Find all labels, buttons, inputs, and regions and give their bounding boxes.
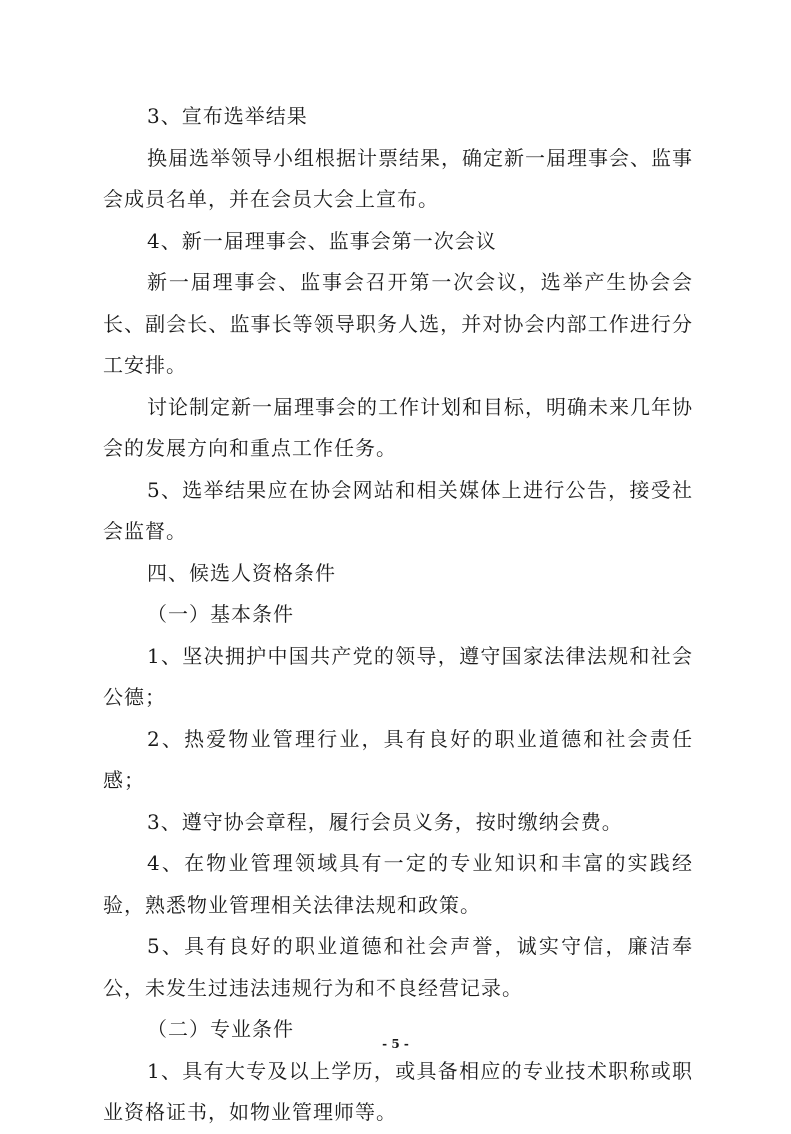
list-item: 2、热爱物业管理行业，具有良好的职业道德和社会责任感； (103, 726, 693, 792)
subsection-heading: （一）基本条件 (147, 602, 294, 626)
list-item: 5、具有良好的职业道德和社会声誉，诚实守信，廉洁奉公，未发生过违法违规行为和不良经营记录。 (103, 934, 693, 1000)
list-item: 3、遵守协会章程，履行会员义务，按时缴纳会费。 (147, 809, 623, 834)
body-paragraph: 讨论制定新一届理事会的工作计划和目标，明确未来几年协会的发展方向和重点工作任务。 (103, 394, 693, 460)
body-paragraph: 新一届理事会、监事会召开第一次会议，选举产生协会会长、副会长、监事长等领导职务人选，并对协会内部工作进行分工安排。 (103, 270, 693, 377)
list-item: 1、具有大专及以上学历，或具备相应的专业技术职称或职业资格证书，如物业管理师等。 (103, 1058, 693, 1124)
list-item: 4、在物业管理领域具有一定的专业知识和丰富的实践经验，熟悉物业管理相关法律法规和政策。 (103, 851, 693, 917)
document-body (103, 96, 693, 1134)
body-paragraph: 换届选举领导小组根据计票结果，确定新一届理事会、监事会成员名单，并在会员大会上宣布。 (103, 145, 693, 211)
chapter-heading: 四、候选人资格条件 (147, 560, 336, 585)
subsection-heading: （二）专业条件 (147, 1017, 294, 1041)
page-number: - 5 - (382, 1037, 409, 1051)
section-heading: 4、新一届理事会、监事会第一次会议 (147, 228, 497, 253)
body-paragraph: 5、选举结果应在协会网站和相关媒体上进行公告，接受社会监督。 (103, 477, 693, 543)
section-heading: 3、宣布选举结果 (147, 104, 308, 128)
list-item: 1、坚决拥护中国共产党的领导，遵守国家法律法规和社会公德； (103, 643, 693, 709)
